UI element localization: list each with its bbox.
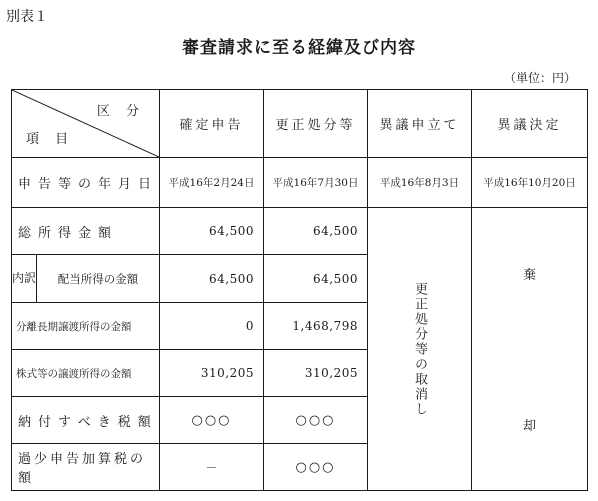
header-correction: 更正処分等 xyxy=(264,90,368,158)
row-label-dividend-cell xyxy=(12,255,160,303)
tax-payable-final-return: ○○○ xyxy=(160,397,264,444)
total-income-final-return: 64,500 xyxy=(160,208,264,255)
decision-content xyxy=(472,264,587,434)
appendix-label: 別表１ xyxy=(6,9,48,25)
underpayment-penalty-correction: ○○○ xyxy=(264,444,368,491)
category-header: 区 分 xyxy=(96,104,145,119)
date-correction: 平成16年7月30日 xyxy=(264,158,368,208)
date-objection: 平成16年8月3日 xyxy=(368,158,472,208)
header-corner-cell xyxy=(12,90,160,158)
separate-long-term-correction: 1,468,798 xyxy=(264,303,368,350)
objection-merged-cell xyxy=(368,208,472,491)
date-decision: 平成16年10月20日 xyxy=(472,158,588,208)
table-row-date xyxy=(12,158,588,208)
decision-merged-cell xyxy=(472,208,588,491)
row-label-dividend: 配当所得の金額 xyxy=(57,271,139,286)
total-income-correction: 64,500 xyxy=(264,208,368,255)
decision-char-bottom: 却 xyxy=(522,419,536,434)
row-label-date: 申告等の年月日 xyxy=(12,158,160,208)
header-objection: 異議申立て xyxy=(368,90,472,158)
header-row xyxy=(12,90,588,158)
table-row-total-income xyxy=(12,208,588,255)
item-header: 項 目 xyxy=(26,132,75,147)
date-final-return: 平成16年2月24日 xyxy=(160,158,264,208)
stock-transfer-correction: 310,205 xyxy=(264,350,368,397)
decision-char-top: 棄 xyxy=(522,268,536,283)
stock-transfer-final-return: 310,205 xyxy=(160,350,264,397)
document-title: 審査請求に至る経緯及び内容 xyxy=(182,38,416,58)
breakdown-label: 内訳 xyxy=(12,255,37,302)
row-label-tax-payable: 納付すべき税額 xyxy=(12,397,160,444)
dividend-correction: 64,500 xyxy=(264,255,368,303)
separate-long-term-final-return: 0 xyxy=(160,303,264,350)
unit-note: （単位：円） xyxy=(503,71,576,85)
underpayment-penalty-final-return: － xyxy=(160,444,264,491)
tax-payable-correction: ○○○ xyxy=(264,397,368,444)
row-label-underpayment-penalty: 過少申告加算税の額 xyxy=(12,444,160,491)
header-decision: 異議決定 xyxy=(472,90,588,158)
row-label-stock-transfer: 株式等の譲渡所得の金額 xyxy=(12,350,160,397)
history-table xyxy=(11,89,588,491)
row-label-separate-long-term: 分離長期譲渡所得の金額 xyxy=(12,303,160,350)
header-final-return: 確定申告 xyxy=(160,90,264,158)
row-label-total-income: 総所得金額 xyxy=(12,208,160,255)
objection-content: 更正処分等の取消し xyxy=(412,281,427,417)
dividend-final-return: 64,500 xyxy=(160,255,264,303)
